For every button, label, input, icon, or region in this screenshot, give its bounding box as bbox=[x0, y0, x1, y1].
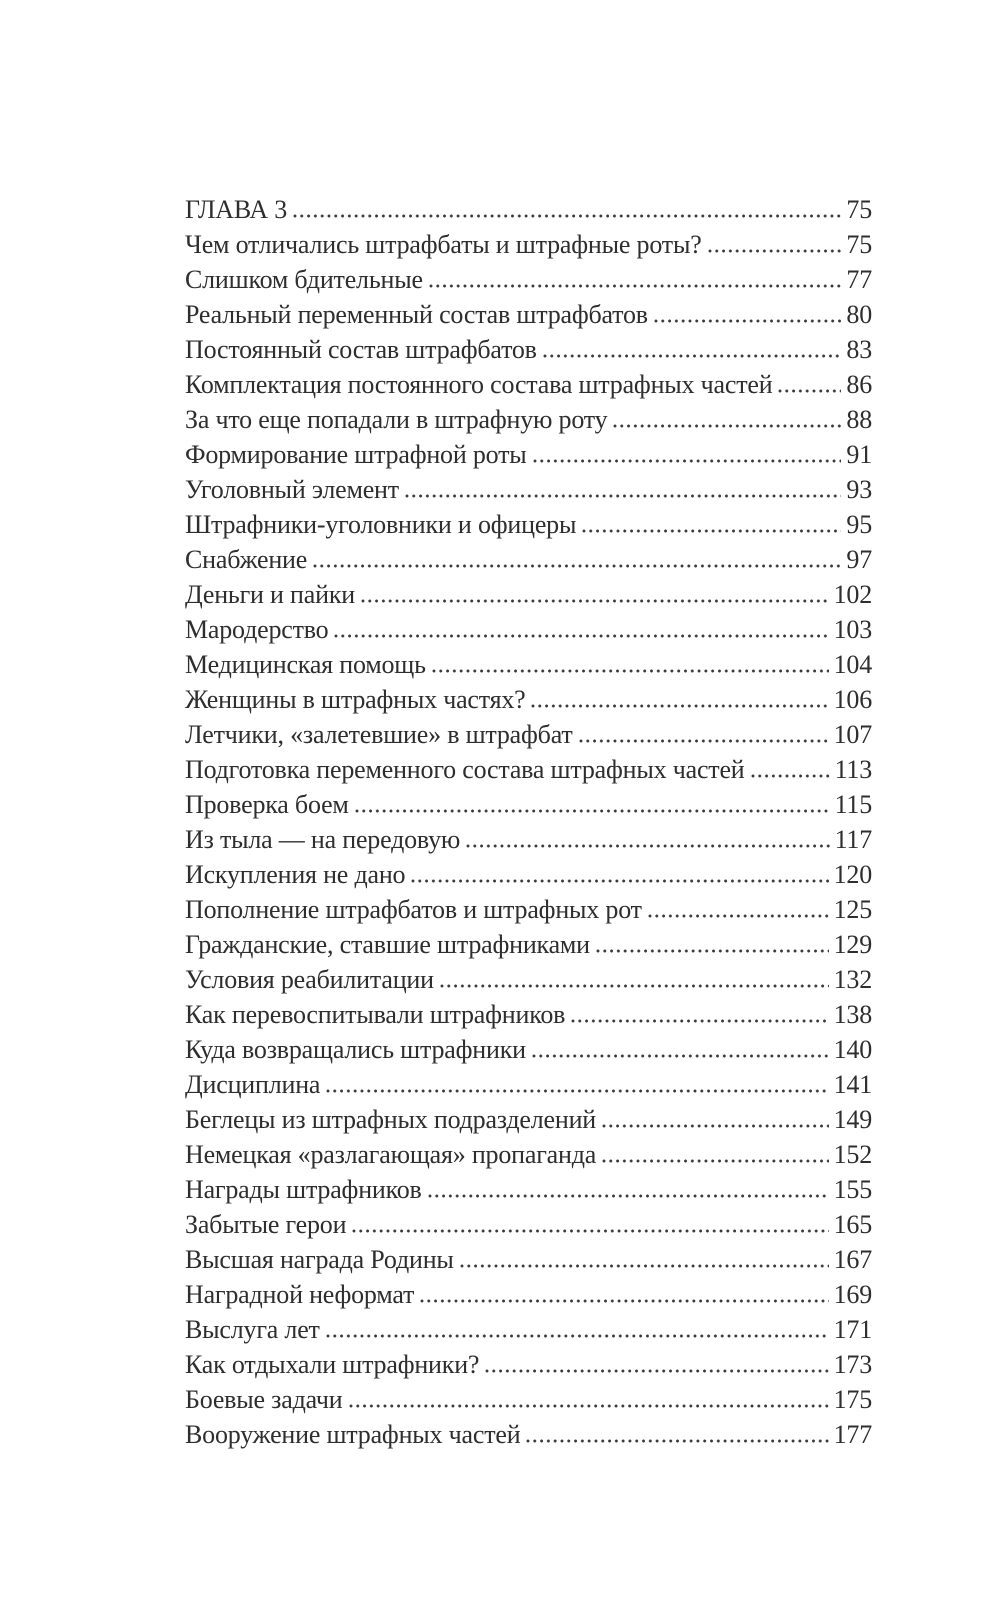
toc-entry-title: ГЛАВА 3 bbox=[185, 195, 288, 224]
dot-leader bbox=[349, 1404, 829, 1408]
toc-entry-title: Деньги и пайки bbox=[185, 580, 355, 609]
dot-leader bbox=[648, 914, 829, 918]
toc-entry-page-number: 177 bbox=[833, 1420, 872, 1449]
dot-leader bbox=[543, 354, 842, 358]
toc-entry-title: Из тыла — на передовую bbox=[185, 825, 461, 854]
dot-leader bbox=[460, 1264, 829, 1268]
dot-leader bbox=[466, 844, 829, 848]
dot-leader bbox=[582, 529, 841, 533]
toc-entry-page-number: 155 bbox=[833, 1175, 872, 1204]
toc-entry bbox=[185, 1417, 872, 1452]
toc-entry-page-number: 75 bbox=[846, 230, 872, 259]
dot-leader bbox=[613, 424, 841, 428]
toc-entry-title: Беглецы из штрафных подразделений bbox=[185, 1105, 597, 1134]
toc-entry-title: Условия реабилитации bbox=[185, 965, 434, 994]
dot-leader bbox=[420, 1299, 828, 1303]
toc-entry bbox=[185, 1067, 872, 1102]
toc-entry-title: Штрафники-уголовники и офицеры bbox=[185, 510, 577, 539]
toc-entry-page-number: 93 bbox=[846, 475, 872, 504]
toc-entry bbox=[185, 647, 872, 682]
dot-leader bbox=[355, 809, 830, 813]
toc-entry-title: Комплектация постоянного состава штрафных частей bbox=[185, 370, 773, 399]
toc-entry-title: Формирование штрафной роты bbox=[185, 440, 527, 469]
toc-entry bbox=[185, 1032, 872, 1067]
toc-entry-page-number: 138 bbox=[833, 1000, 872, 1029]
toc-entry-title: Пополнение штрафбатов и штрафных рот bbox=[185, 895, 642, 924]
dot-leader bbox=[428, 1194, 829, 1198]
toc-entry-page-number: 129 bbox=[833, 930, 872, 959]
toc-entry-page-number: 149 bbox=[833, 1105, 872, 1134]
toc-entry bbox=[185, 472, 872, 507]
toc-entry-title: Реальный переменный состав штрафбатов bbox=[185, 300, 648, 329]
toc-entry-title: Чем отличались штрафбаты и штрафные роты? bbox=[185, 230, 702, 259]
toc-entry-title: Наградной неформат bbox=[185, 1280, 415, 1309]
toc-entry-page-number: 106 bbox=[833, 685, 872, 714]
toc-entry bbox=[185, 577, 872, 612]
dot-leader bbox=[361, 599, 829, 603]
toc-entry-page-number: 107 bbox=[833, 720, 872, 749]
toc-entry-page-number: 95 bbox=[846, 510, 872, 539]
toc-entry bbox=[185, 367, 872, 402]
toc-entry-page-number: 120 bbox=[833, 860, 872, 889]
toc-entry-title: Как перевоспитывали штрафников bbox=[185, 1000, 566, 1029]
dot-leader bbox=[602, 1124, 829, 1128]
toc-entry-page-number: 125 bbox=[833, 895, 872, 924]
dot-leader bbox=[326, 1334, 829, 1338]
toc-entry-title: Уголовный элемент bbox=[185, 475, 399, 504]
dot-leader bbox=[533, 459, 842, 463]
dot-leader bbox=[654, 319, 842, 323]
toc-entry-title: Как отдыхали штрафники? bbox=[185, 1350, 480, 1379]
toc-entry bbox=[185, 997, 872, 1032]
toc-entry bbox=[185, 892, 872, 927]
toc-entry-page-number: 169 bbox=[833, 1280, 872, 1309]
toc-entry-page-number: 80 bbox=[846, 300, 872, 329]
toc-entry-title: Подготовка переменного состава штрафных частей bbox=[185, 755, 745, 784]
toc-entry-page-number: 117 bbox=[834, 825, 872, 854]
toc-entry-page-number: 152 bbox=[833, 1140, 872, 1169]
toc-entry bbox=[185, 787, 872, 822]
toc-entry bbox=[185, 1242, 872, 1277]
dot-leader bbox=[579, 739, 829, 743]
book-page bbox=[185, 192, 872, 1452]
toc-entry-title: Медицинская помощь bbox=[185, 650, 426, 679]
toc-entry-title: За что еще попадали в штрафную роту bbox=[185, 405, 608, 434]
toc-entry bbox=[185, 227, 872, 262]
toc-entry-page-number: 113 bbox=[834, 755, 872, 784]
toc-entry-title: Куда возвращались штрафники bbox=[185, 1035, 526, 1064]
dot-leader bbox=[440, 984, 829, 988]
toc-entry bbox=[185, 752, 872, 787]
dot-leader bbox=[485, 1369, 828, 1373]
toc-entry bbox=[185, 262, 872, 297]
table-of-contents bbox=[185, 192, 872, 1452]
toc-entry bbox=[185, 682, 872, 717]
toc-entry-page-number: 75 bbox=[846, 195, 872, 224]
toc-entry-page-number: 175 bbox=[833, 1385, 872, 1414]
toc-entry-title: Мародерство bbox=[185, 615, 329, 644]
dot-leader bbox=[293, 214, 841, 218]
toc-entry-title: Проверка боем bbox=[185, 790, 349, 819]
toc-entry-title: Искупления не дано bbox=[185, 860, 406, 889]
dot-leader bbox=[429, 284, 842, 288]
toc-entry bbox=[185, 1172, 872, 1207]
toc-entry bbox=[185, 437, 872, 472]
toc-entry-title: Выслуга лет bbox=[185, 1315, 320, 1344]
toc-entry-page-number: 173 bbox=[833, 1350, 872, 1379]
dot-leader bbox=[596, 949, 829, 953]
toc-entry-page-number: 83 bbox=[846, 335, 872, 364]
toc-entry-title: Постоянный состав штрафбатов bbox=[185, 335, 537, 364]
toc-entry bbox=[185, 927, 872, 962]
toc-entry-title: Слишком бдительные bbox=[185, 265, 423, 294]
toc-entry-page-number: 141 bbox=[833, 1070, 872, 1099]
toc-entry-page-number: 103 bbox=[833, 615, 872, 644]
dot-leader bbox=[708, 249, 842, 253]
toc-entry-page-number: 77 bbox=[846, 265, 872, 294]
toc-entry-title: Немецкая «разлагающая» пропаганда bbox=[185, 1140, 597, 1169]
toc-entry-page-number: 86 bbox=[846, 370, 872, 399]
toc-entry-page-number: 91 bbox=[846, 440, 872, 469]
dot-leader bbox=[532, 1054, 829, 1058]
toc-entry bbox=[185, 507, 872, 542]
toc-entry bbox=[185, 542, 872, 577]
dot-leader bbox=[352, 1229, 828, 1233]
toc-entry-title: Забытые герои bbox=[185, 1210, 347, 1239]
toc-entry bbox=[185, 1277, 872, 1312]
toc-entry-title: Снабжение bbox=[185, 545, 308, 574]
toc-entry-title: Гражданские, ставшие штрафниками bbox=[185, 930, 590, 959]
toc-entry-page-number: 140 bbox=[833, 1035, 872, 1064]
toc-entry-page-number: 171 bbox=[833, 1315, 872, 1344]
dot-leader bbox=[326, 1089, 828, 1093]
dot-leader bbox=[405, 494, 841, 498]
dot-leader bbox=[313, 564, 841, 568]
dot-leader bbox=[526, 1439, 828, 1443]
toc-entry-page-number: 132 bbox=[833, 965, 872, 994]
toc-entry bbox=[185, 962, 872, 997]
toc-entry bbox=[185, 857, 872, 892]
toc-entry-page-number: 104 bbox=[833, 650, 872, 679]
toc-entry-title: Дисциплина bbox=[185, 1070, 321, 1099]
dot-leader bbox=[751, 774, 830, 778]
toc-entry bbox=[185, 1137, 872, 1172]
toc-entry bbox=[185, 297, 872, 332]
dot-leader bbox=[432, 669, 829, 673]
toc-entry bbox=[185, 1312, 872, 1347]
dot-leader bbox=[411, 879, 828, 883]
toc-entry-page-number: 88 bbox=[846, 405, 872, 434]
dot-leader bbox=[334, 634, 828, 638]
toc-entry bbox=[185, 332, 872, 367]
toc-entry bbox=[185, 1207, 872, 1242]
toc-entry bbox=[185, 1382, 872, 1417]
toc-entry bbox=[185, 1347, 872, 1382]
toc-entry bbox=[185, 402, 872, 437]
toc-entry-title: Награды штрафников bbox=[185, 1175, 422, 1204]
dot-leader bbox=[571, 1019, 828, 1023]
toc-entry-page-number: 115 bbox=[834, 790, 872, 819]
toc-entry-title: Женщины в штрафных частях? bbox=[185, 685, 526, 714]
toc-entry-title: Высшая награда Родины bbox=[185, 1245, 454, 1274]
dot-leader bbox=[531, 704, 828, 708]
toc-entry-page-number: 102 bbox=[833, 580, 872, 609]
toc-entry bbox=[185, 717, 872, 752]
toc-entry-title: Вооружение штрафных частей bbox=[185, 1420, 521, 1449]
toc-entry bbox=[185, 1102, 872, 1137]
dot-leader bbox=[602, 1159, 829, 1163]
toc-entry-title: Летчики, «залетевшие» в штрафбат bbox=[185, 720, 573, 749]
toc-entry bbox=[185, 612, 872, 647]
toc-entry-page-number: 165 bbox=[833, 1210, 872, 1239]
toc-entry bbox=[185, 822, 872, 857]
toc-entry-page-number: 167 bbox=[833, 1245, 872, 1274]
dot-leader bbox=[778, 389, 841, 393]
toc-entry bbox=[185, 192, 872, 227]
toc-entry-title: Боевые задачи bbox=[185, 1385, 343, 1414]
toc-entry-page-number: 97 bbox=[846, 545, 872, 574]
